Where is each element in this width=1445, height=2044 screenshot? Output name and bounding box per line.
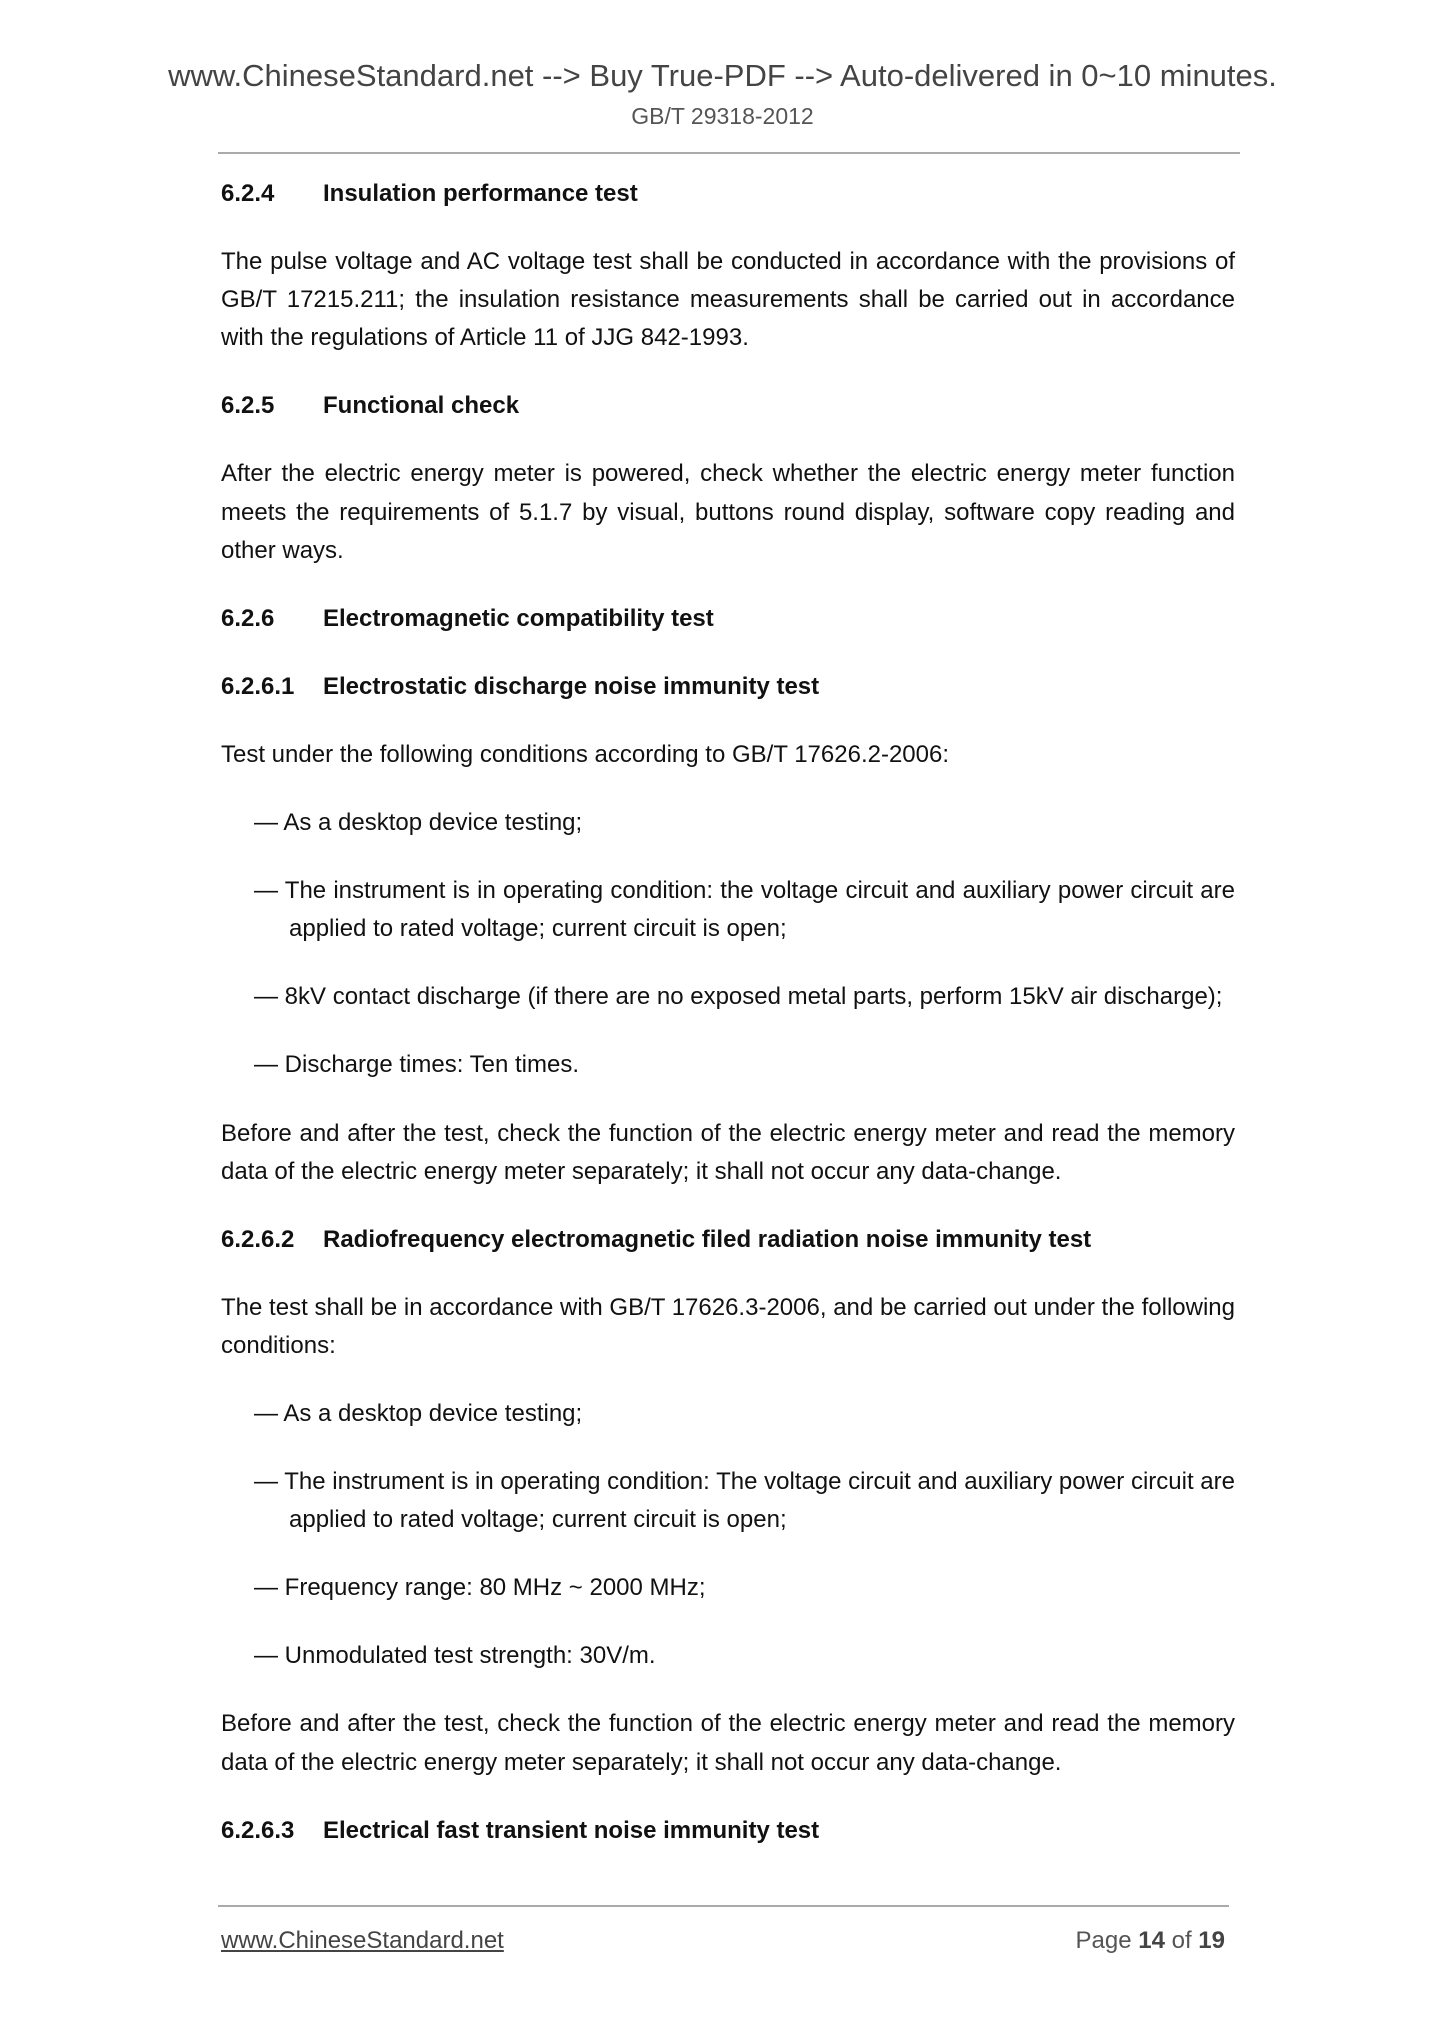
section-title: Electrical fast transient noise immunity test <box>323 1816 820 1844</box>
total-pages: 19 <box>1198 1927 1225 1954</box>
page-of-label: of <box>1171 1927 1192 1954</box>
paragraph: After the electric energy meter is powered, check whether the electric energy meter function meets the requirements of 5.1.7 by visual, buttons round display, software copy reading and other ways. <box>221 460 1235 564</box>
bullet-item: — Frequency range: 80 MHz ~ 2000 MHz; <box>254 1574 706 1602</box>
section-heading <box>221 175 1235 213</box>
footer-divider <box>218 1905 1229 1907</box>
section-heading <box>221 1221 1235 1259</box>
section-title: Insulation performance test <box>323 180 638 207</box>
page-label: Page <box>1075 1927 1132 1954</box>
section-title: Electrostatic discharge noise immunity test <box>323 672 820 700</box>
paragraph: The pulse voltage and AC voltage test shall be conducted in accordance with the provisions of GB/T 17215.211; the insulation resistance measurements shall be carried out in accordance with the regulations of Article 11 of JJG 842-1993. <box>221 248 1235 352</box>
bullet-item: — As a desktop device testing; <box>254 809 583 837</box>
paragraph: Before and after the test, check the function of the electric energy meter and read the memory data of the electric energy meter separately; it shall not occur any data-change. <box>221 1119 1235 1185</box>
section-number: 6.2.6.3 <box>221 1816 295 1844</box>
bullet-item: — 8kV contact discharge (if there are no exposed metal parts, perform 15kV air discharge); <box>254 983 1223 1011</box>
paragraph: The test shall be in accordance with GB/T 17626.3-2006, and be carried out under the following conditions: <box>221 1293 1235 1359</box>
document-body <box>221 175 1235 1880</box>
bullet-item: — Unmodulated test strength: 30V/m. <box>254 1642 656 1670</box>
section-number: 6.2.6 <box>221 604 275 632</box>
section-title: Radiofrequency electromagnetic filed radiation noise immunity test <box>323 1225 1092 1253</box>
section-heading <box>221 1812 1235 1850</box>
section-number: 6.2.6.2 <box>221 1225 295 1253</box>
section-heading <box>221 600 1235 638</box>
paragraph: Test under the following conditions according to GB/T 17626.2-2006: <box>221 740 950 768</box>
section-number: 6.2.5 <box>221 392 275 420</box>
section-heading <box>221 387 1235 425</box>
page-number <box>1076 1927 1226 1955</box>
section-title: Functional check <box>323 392 520 420</box>
bullet-item: — The instrument is in operating condition: the voltage circuit and auxiliary power circuit are applied to rated voltage; current circuit is open; <box>254 877 1235 943</box>
current-page: 14 <box>1138 1927 1165 1954</box>
section-number: 6.2.4 <box>221 180 275 207</box>
bullet-item: — Discharge times: Ten times. <box>254 1051 579 1079</box>
section-heading <box>221 668 1235 706</box>
header-divider <box>218 152 1240 154</box>
section-title: Electromagnetic compatibility test <box>323 604 714 632</box>
document-id: GB/T 29318-2012 <box>631 103 814 129</box>
paragraph: Before and after the test, check the function of the electric energy meter and read the memory data of the electric energy meter separately; it shall not occur any data-change. <box>221 1710 1235 1776</box>
bullet-item: — The instrument is in operating condition: The voltage circuit and auxiliary power circuit are applied to rated voltage; current circuit is open; <box>254 1468 1235 1534</box>
footer-website-link[interactable]: www.ChineseStandard.net <box>221 1927 504 1954</box>
header-banner: www.ChineseStandard.net --> Buy True-PDF --> Auto-delivered in 0~10 minutes. <box>168 58 1277 93</box>
section-number: 6.2.6.1 <box>221 672 295 700</box>
bullet-item: — As a desktop device testing; <box>254 1399 583 1427</box>
